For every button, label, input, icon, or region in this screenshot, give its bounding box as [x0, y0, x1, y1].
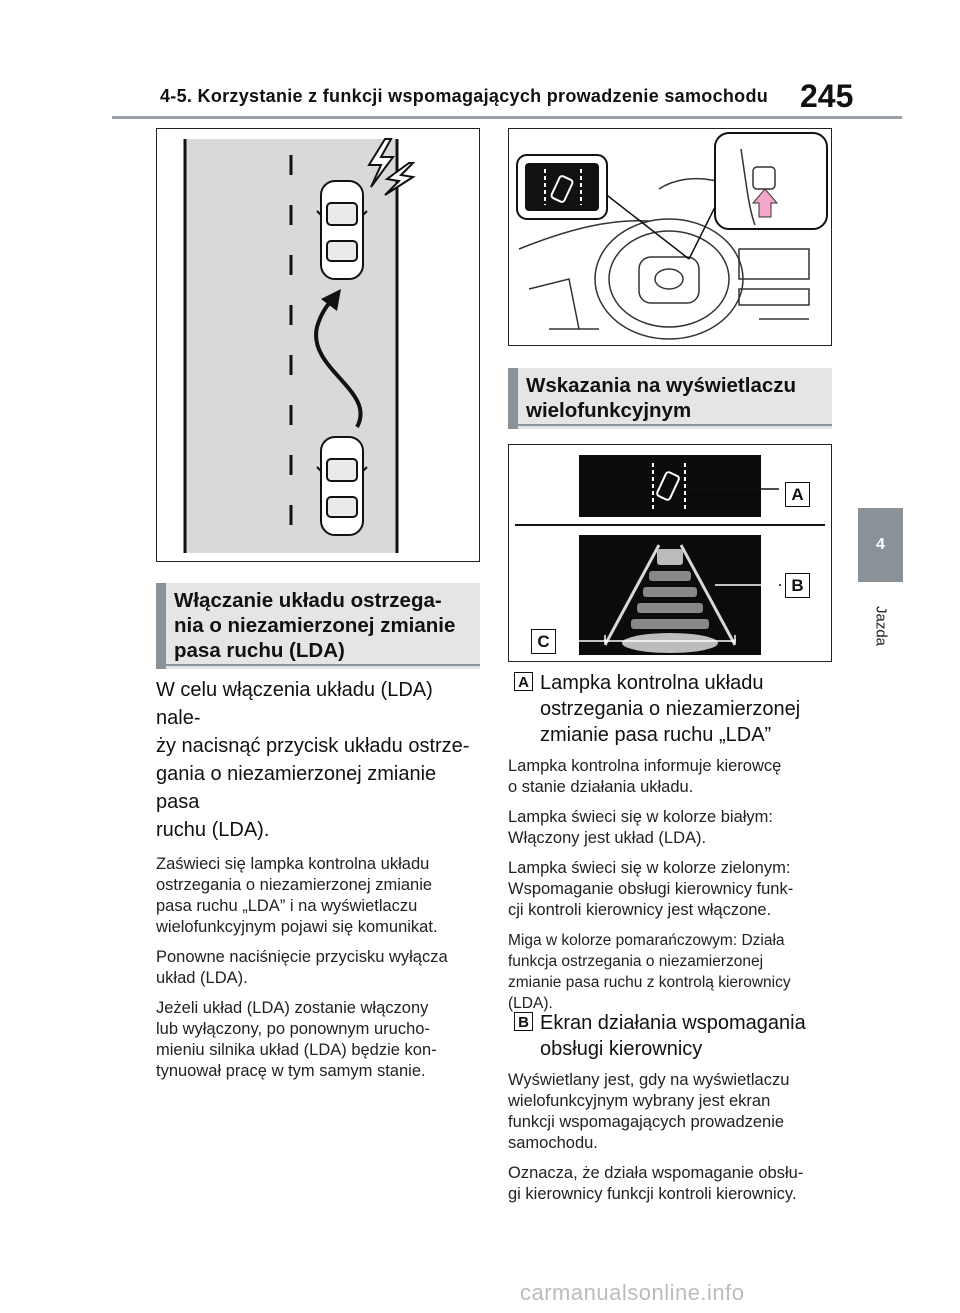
text-line: Włączony jest układ (LDA). — [508, 829, 707, 847]
label-a: A — [785, 482, 810, 507]
car-bottom-icon — [317, 437, 367, 535]
text-line: samochodu. — [508, 1134, 598, 1152]
text-line: ostrzegania o niezamierzonej — [540, 698, 801, 720]
text-line: wielofunkcyjnym wybrany jest ekran — [508, 1092, 771, 1110]
heading-line: Wskazania na wyświetlaczu — [526, 374, 797, 397]
text-line: gania o niezamierzonej zmianie pasa — [156, 763, 437, 813]
item-a-label: A — [514, 672, 533, 691]
text-line: Wyświetlany jest, gdy na wyświetlaczu — [508, 1071, 790, 1089]
heading-line: wielofunkcyjnym — [526, 399, 692, 422]
text-line: lub wyłączony, po ponownym urucho- — [156, 1020, 430, 1038]
lda-activation-heading — [156, 583, 480, 669]
chapter-label: Jazda — [872, 605, 890, 647]
text-line: Miga w kolorze pomarańczowym: Działa — [508, 932, 785, 949]
item-b-label: B — [514, 1012, 533, 1031]
text-line: tynuował pracę w tym samym stanie. — [156, 1062, 426, 1080]
item-a-title — [540, 670, 834, 748]
paragraph — [508, 756, 834, 798]
text-line: funkcji wspomagających prowadzenie — [508, 1113, 785, 1131]
paragraph — [508, 1070, 834, 1154]
item-b-title — [540, 1010, 834, 1062]
text-line: pasa ruchu „LDA” i na wyświetlaczu — [156, 897, 418, 915]
heading-line: pasa ruchu (LDA) — [174, 639, 345, 662]
heading-line: Włączanie układu ostrzega- — [174, 589, 442, 612]
text-line: Oznacza, że działa wspomaganie obsłu- — [508, 1164, 804, 1182]
display-svg — [509, 445, 831, 661]
text-line: wielofunkcyjnym pojawi się komunikat. — [156, 918, 438, 936]
text-line: Ekran działania wspomagania — [540, 1012, 806, 1034]
text-line: Lampka świeci się w kolorze białym: — [508, 808, 774, 826]
text-line: o stanie działania układu. — [508, 778, 694, 796]
paragraph — [156, 998, 482, 1082]
paragraph — [508, 930, 834, 1014]
chapter-tab[interactable] — [858, 508, 903, 582]
text-line: Zaświeci się lampka kontrolna układu — [156, 855, 430, 873]
paragraph — [508, 1163, 834, 1205]
label-c: C — [531, 629, 556, 654]
paragraph — [508, 858, 834, 921]
text-line: ży nacisnąć przycisk układu ostrze- — [156, 735, 470, 757]
text-line: Ponowne naciśnięcie przycisku wyłącza — [156, 948, 448, 966]
text-line: cji kontroli kierownicy jest włączone. — [508, 901, 772, 919]
lead-paragraph — [156, 676, 482, 844]
text-line: Lampka kontrolna układu — [540, 672, 764, 694]
item-a — [508, 670, 834, 1014]
multi-info-display-illustration — [508, 444, 832, 662]
text-line: zmianie pasa ruchu z kontrolą kierownicy — [508, 974, 791, 991]
item-b — [508, 1010, 834, 1205]
road-svg — [157, 129, 479, 561]
chapter-number: 4 — [876, 536, 885, 553]
text-line: obsługi kierownicy — [540, 1038, 703, 1060]
dashboard-illustration — [508, 128, 832, 346]
text-line: zmianie pasa ruchu „LDA” — [540, 724, 772, 746]
text-line: Wspomaganie obsługi kierownicy funk- — [508, 880, 794, 898]
car-top-icon — [317, 181, 367, 279]
text-line: ostrzegania o niezamierzonej zmianie — [156, 876, 433, 894]
text-line: funkcja ostrzegania o niezamierzonej — [508, 953, 764, 970]
paragraph — [508, 807, 834, 849]
section-header-title: 4-5. Korzystanie z funkcji wspomagających prowadzenie samochodu — [160, 86, 769, 106]
heading-underline — [156, 664, 480, 666]
header-divider — [112, 116, 902, 119]
lane-change-illustration — [156, 128, 480, 562]
lda-indicator-callout — [517, 155, 607, 219]
lda-button-callout — [715, 133, 827, 229]
text-line: układ (LDA). — [156, 969, 248, 987]
text-line: ruchu (LDA). — [156, 819, 270, 841]
heading-line: nia o niezamierzonej zmianie — [174, 614, 456, 637]
text-line: Lampka kontrolna informuje kierowcę — [508, 757, 782, 775]
paragraph — [156, 854, 482, 938]
text-line: Lampka świeci się w kolorze zielonym: — [508, 859, 791, 877]
dashboard-svg — [509, 129, 831, 345]
watermark-text: carmanualsonline.info — [520, 1280, 745, 1305]
text-line: (LDA). — [508, 995, 553, 1012]
page-number: 245 — [800, 78, 854, 114]
text-line: mieniu silnika układ (LDA) będzie kon- — [156, 1041, 437, 1059]
text-line: Jeżeli układ (LDA) zostanie włączony — [156, 999, 429, 1017]
label-b: B — [785, 573, 810, 598]
left-column-body — [156, 676, 482, 1082]
heading-underline — [508, 424, 832, 426]
text-line: W celu włączenia układu (LDA) nale- — [156, 679, 433, 729]
display-indications-heading — [508, 368, 832, 429]
paragraph — [156, 947, 482, 989]
text-line: gi kierownicy funkcji kontroli kierownicy. — [508, 1185, 797, 1203]
